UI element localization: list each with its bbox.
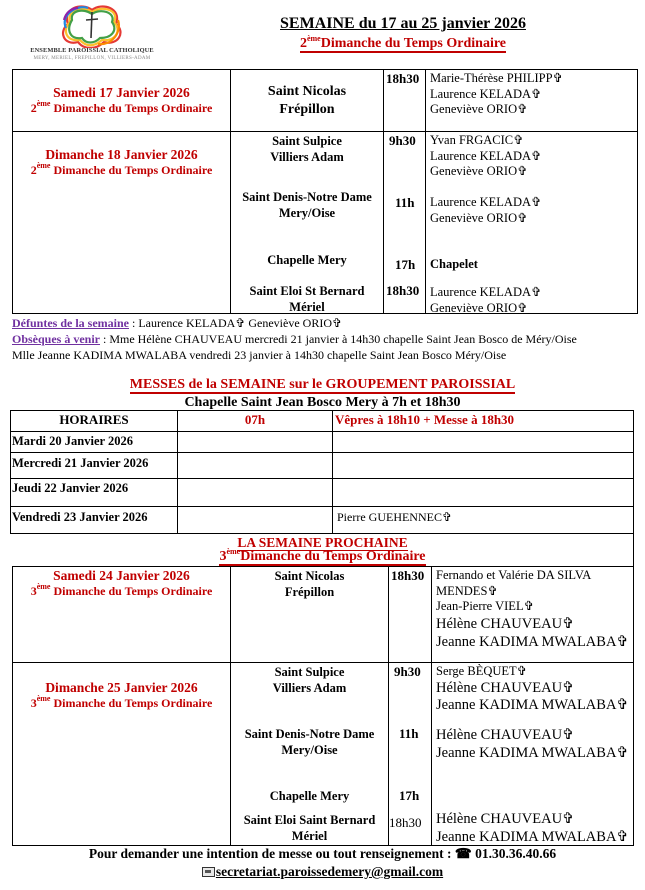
col-divider <box>388 566 389 846</box>
phone-number[interactable]: 01.30.36.40.66 <box>471 846 557 861</box>
ordinal-suffix: ème <box>36 161 51 170</box>
intention: Hélène CHAUVEAU✞ <box>436 727 575 743</box>
deceased-note <box>12 316 342 331</box>
ordinal: 3 <box>30 696 37 710</box>
col-divider <box>425 69 426 314</box>
intention: Serge BÈQUET✞ <box>436 664 528 678</box>
date-label: Dimanche 25 Janvier 2026 <box>45 680 198 695</box>
intention: Hélène CHAUVEAU✞ <box>436 679 575 696</box>
weekday-row-day: Jeudi 22 Janvier 2026 <box>12 481 129 495</box>
funerals-label: Obsèques à venir <box>12 332 101 346</box>
mass-time: 9h30 <box>394 664 421 679</box>
col-divider <box>383 69 384 314</box>
date-label: Dimanche 18 Janvier 2026 <box>45 147 198 162</box>
row-divider <box>12 131 638 132</box>
ordinal-suffix: ème <box>226 547 241 556</box>
col-divider <box>332 410 333 534</box>
church-town: Mériel <box>291 829 328 843</box>
church-cell <box>231 726 388 758</box>
intention: Jeanne KADIMA MWALABA✞ <box>436 829 629 845</box>
phone-icon: ☎ <box>454 846 472 861</box>
mass-time: 18h30 <box>386 283 420 298</box>
church-town: Villiers Adam <box>270 150 344 164</box>
date-cell <box>13 680 230 710</box>
sunday-text: Dimanche du Temps Ordinaire <box>50 101 213 115</box>
church-cell <box>231 133 383 165</box>
intention: Yvan FRGACIC✞ <box>430 133 524 147</box>
intention: MENDES✞ <box>436 583 498 598</box>
intention: Laurence KELADA✞ <box>430 86 542 101</box>
intentions-list <box>436 810 629 846</box>
church-town: Frépillon <box>279 102 335 117</box>
church-cell <box>231 252 383 268</box>
deceased-label: Défuntes de la semaine <box>12 316 129 330</box>
page-title: SEMAINE du 17 au 25 janvier 2026 <box>280 15 526 32</box>
mail-icon <box>202 867 215 877</box>
church-town: Mery/Oise <box>281 743 338 757</box>
intention: Fernando et Valérie DA SILVA <box>436 568 592 582</box>
church-name: Saint Denis-Notre Dame <box>242 190 372 204</box>
intention: Marie-Thérèse PHILIPP✞ <box>430 71 564 85</box>
ordinal-suffix: ème <box>36 582 51 591</box>
subtitle-text: Dimanche du Temps Ordinaire <box>320 36 507 51</box>
intention: Laurence KELADA✞ <box>430 285 542 299</box>
col-divider <box>230 566 231 846</box>
church-name: Saint Nicolas <box>274 569 345 583</box>
next-week-title-text: LA SEMAINE PROCHAINE <box>237 535 408 550</box>
intention: Hélène CHAUVEAU✞ <box>436 811 575 827</box>
intention: Jeanne KADIMA MWALABA✞ <box>436 633 629 650</box>
date-cell <box>13 85 230 115</box>
sunday-label <box>13 584 230 598</box>
ordinal-suffix: ème <box>306 34 321 43</box>
church-cell <box>231 189 383 221</box>
church-cell <box>231 283 383 315</box>
sunday-text: Dimanche du Temps Ordinaire <box>50 163 213 177</box>
sunday-label <box>13 696 230 710</box>
intention: Hélène CHAUVEAU✞ <box>436 615 575 632</box>
intention: Jeanne KADIMA MWALABA✞ <box>436 696 629 713</box>
date-cell <box>13 568 230 598</box>
church-name: Chapelle Mery <box>267 253 347 267</box>
date-label: Samedi 17 Janvier 2026 <box>53 85 190 100</box>
sunday-label <box>13 163 230 177</box>
intentions-list <box>430 257 478 273</box>
col-divider <box>177 410 178 534</box>
intention: Geneviève ORIO✞ <box>430 164 528 178</box>
header-morning: 07h <box>244 412 266 427</box>
logo-subtext: MERY, MERIEL, FREPILLON, VILLIERS-ADAM <box>33 56 151 61</box>
row-divider <box>10 452 634 453</box>
mass-time: 9h30 <box>389 133 416 148</box>
date-cell <box>13 147 230 177</box>
email-link[interactable]: secretariat.paroissedemery@gmail.com <box>215 864 444 879</box>
church-name: Saint Eloi Saint Bernard <box>243 813 376 827</box>
mass-time: 18h30 <box>389 815 422 830</box>
ordinal: 3 <box>30 584 37 598</box>
intentions-list <box>436 568 629 651</box>
church-cell <box>231 83 383 119</box>
next-week-subtitle <box>0 549 645 565</box>
logo-text: ENSEMBLE PAROISSIAL CATHOLIQUE <box>30 47 154 54</box>
funerals-note <box>12 332 577 347</box>
weekday-row-day: Mardi 20 Janvier 2026 <box>12 434 133 448</box>
weekday-row-day: Vendredi 23 Janvier 2026 <box>12 510 148 524</box>
intention: Geneviève ORIO✞ <box>430 102 528 116</box>
church-cell <box>231 788 388 804</box>
ordinal: 3 <box>219 549 227 564</box>
weekday-section-subtitle: Chapelle Saint Jean Bosco Mery à 7h et 18h30 <box>184 395 461 410</box>
weekday-section-title <box>0 377 645 393</box>
church-cell <box>231 812 388 844</box>
mass-time: 11h <box>395 195 415 210</box>
header-evening: Vêpres à 18h10 + Messe à 18h30 <box>335 412 515 427</box>
intention: Chapelet <box>430 257 478 271</box>
intentions-list <box>430 195 541 226</box>
cross-logo-icon <box>22 2 162 48</box>
intentions-list <box>430 133 541 180</box>
intentions-list <box>430 71 563 118</box>
ordinal-suffix: ème <box>36 99 51 108</box>
intention: Laurence KELADA✞ <box>430 195 542 209</box>
intention: Jeanne KADIMA MWALABA✞ <box>436 745 629 761</box>
mass-time: 18h30 <box>391 568 425 583</box>
header-horaires: HORAIRES <box>59 412 129 427</box>
footer-contact <box>0 846 645 862</box>
funerals-note-line2: Mlle Jeanne KADIMA MWALABA vendredi 23 janvier à 14h30 chapelle Saint Jean Bosco Méry/Oise <box>12 348 507 362</box>
intentions-list <box>430 285 541 316</box>
subtitle-text: Dimanche du Temps Ordinaire <box>240 549 426 564</box>
date-label: Samedi 24 Janvier 2026 <box>53 568 190 583</box>
intentions-list <box>436 664 629 714</box>
ordinal-suffix: ème <box>36 694 51 703</box>
intentions-list <box>436 726 629 762</box>
church-cell <box>231 664 388 696</box>
funerals-text: : Mme Hélène CHAUVEAU mercredi 21 janvier à 14h30 chapelle Saint Jean Bosco de Méry/Oise <box>100 332 577 346</box>
row-divider <box>10 431 634 432</box>
deceased-text: : Laurence KELADA✞ Geneviève ORIO✞ <box>129 316 343 330</box>
church-name: Saint Sulpice <box>272 134 342 148</box>
weekday-row-intention: Pierre GUEHENNEC✞ <box>337 510 453 524</box>
church-cell <box>231 568 388 600</box>
row-divider <box>10 506 634 507</box>
church-name: Saint Eloi St Bernard <box>249 284 365 298</box>
mass-time: 18h30 <box>386 71 420 86</box>
mass-time: 17h <box>399 788 420 803</box>
sunday-text: Dimanche du Temps Ordinaire <box>50 696 213 710</box>
footer-text: Pour demander une intention de messe ou tout renseignement : <box>88 846 455 861</box>
sunday-text: Dimanche du Temps Ordinaire <box>50 584 213 598</box>
mass-time: 11h <box>399 726 419 741</box>
sunday-label <box>13 101 230 115</box>
row-divider <box>10 478 634 479</box>
ordinal: 2 <box>299 36 307 51</box>
weekday-row-day: Mercredi 21 Janvier 2026 <box>12 456 149 470</box>
church-town: Villiers Adam <box>272 681 347 695</box>
mass-time: 17h <box>395 257 416 272</box>
church-town: Mery/Oise <box>278 206 336 220</box>
church-name: Saint Denis-Notre Dame <box>244 727 375 741</box>
page-subtitle <box>258 36 548 52</box>
row-divider <box>12 662 634 663</box>
church-town: Frépillon <box>284 585 335 599</box>
col-divider <box>431 566 432 846</box>
ordinal: 2 <box>30 101 37 115</box>
church-name: Chapelle Mery <box>269 789 350 803</box>
intention: Geneviève ORIO✞ <box>430 300 528 315</box>
footer-email <box>0 864 645 880</box>
church-name: Saint Sulpice <box>274 665 345 679</box>
intention: Jean-Pierre VIEL✞ <box>436 599 535 613</box>
weekday-title-text: MESSES de la SEMAINE sur le GROUPEMENT PAROISSIAL <box>129 377 516 392</box>
church-town: Mériel <box>289 300 325 314</box>
intention: Laurence KELADA✞ <box>430 148 542 163</box>
ordinal: 2 <box>30 163 37 177</box>
church-name: Saint Nicolas <box>267 84 347 99</box>
intention: Geneviève ORIO✞ <box>430 210 528 225</box>
